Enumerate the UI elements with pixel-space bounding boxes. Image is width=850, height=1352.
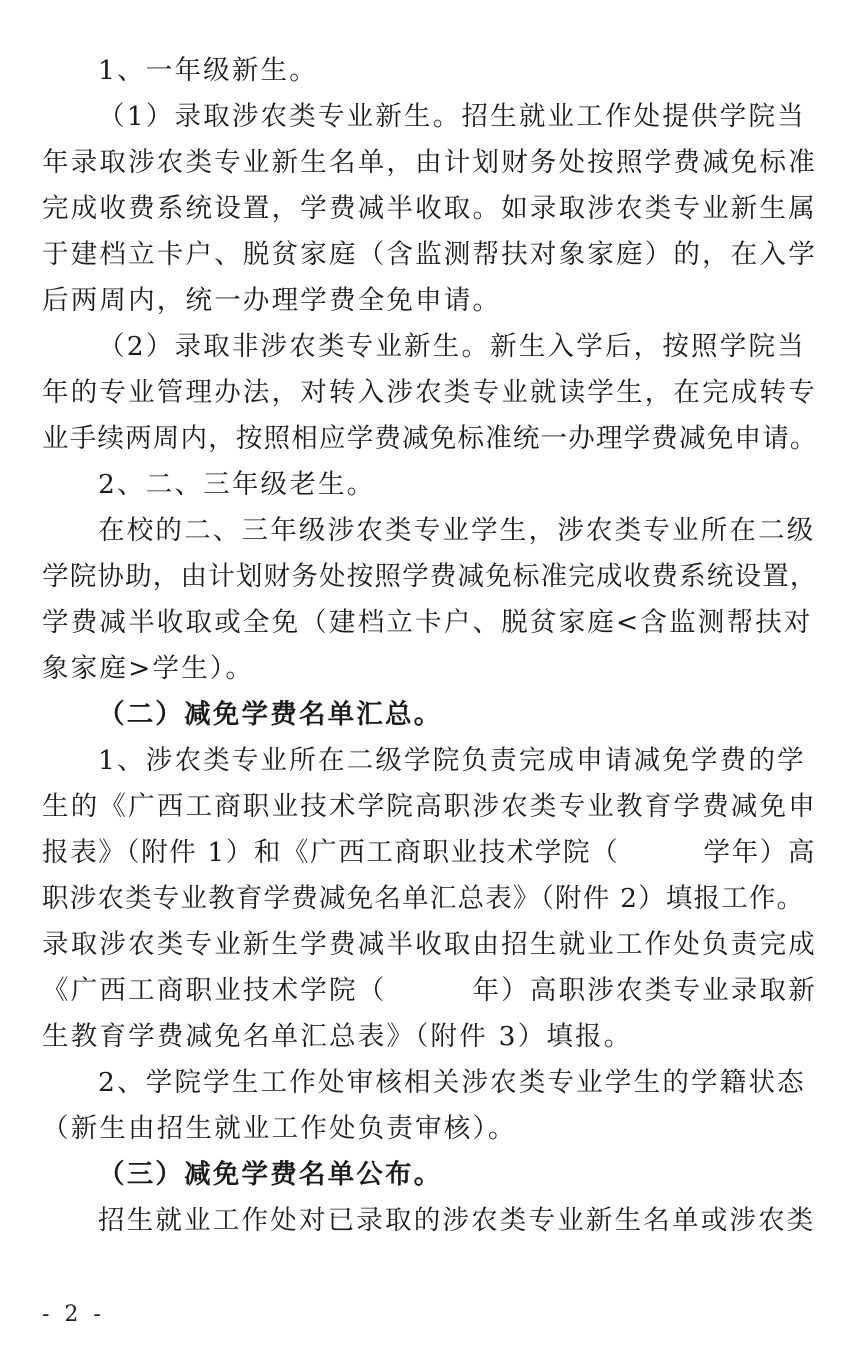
section-heading-freshmen: 1、一年级新生。	[98, 55, 318, 86]
page-number: - 2 -	[42, 1302, 105, 1327]
section-heading-publish: （三）减免学费名单公布。	[98, 1159, 443, 1190]
paragraph-line: （1）录取涉农类专业新生。招生就业工作处提供学院当	[98, 101, 806, 132]
paragraph-line: 后两周内，统一办理学费全免申请。	[42, 285, 502, 316]
paragraph-line: （新生由招生就业工作处负责审核）。	[42, 1113, 517, 1144]
paragraph-line: 2、学院学生工作处审核相关涉农类专业学生的学籍状态	[98, 1067, 806, 1098]
paragraph-line: 《广西工商职业技术学院（ 年）高职涉农类专业录取新	[42, 975, 817, 1006]
paragraph-line: 年录取涉农类专业新生名单，由计划财务处按照学费减免标准	[42, 147, 817, 178]
paragraph-line: 招生就业工作处对已录取的涉农类专业新生名单或涉农类	[98, 1205, 816, 1236]
paragraph-line: 学院协助，由计划财务处按照学费减免标准完成收费系统设置，	[42, 561, 818, 592]
paragraph-line: 学费减半收取或全免（建档立卡户、脱贫家庭<含监测帮扶对	[42, 607, 813, 638]
paragraph-line: 职涉农类专业教育学费减免名单汇总表》（附件 2）填报工作。	[42, 883, 805, 914]
paragraph-line: 年的专业管理办法，对转入涉农类专业就读学生，在完成转专	[42, 377, 817, 408]
paragraph-line: 录取涉农类专业新生学费减半收取由招生就业工作处负责完成	[42, 929, 817, 960]
paragraph-line: 生的《广西工商职业技术学院高职涉农类专业教育学费减免申	[42, 791, 817, 822]
paragraph-line: 完成收费系统设置，学费减半收取。如录取涉农类专业新生属	[42, 193, 817, 224]
paragraph-line: 业手续两周内，按照相应学费减免标准统一办理学费减免申请。	[42, 423, 818, 454]
paragraph-line: （2）录取非涉农类专业新生。新生入学后，按照学院当	[98, 331, 806, 362]
paragraph-line: 生教育学费减免名单汇总表》（附件 3）填报。	[42, 1021, 633, 1052]
section-heading-summary: （二）减免学费名单汇总。	[98, 699, 443, 730]
paragraph-line: 于建档立卡户、脱贫家庭（含监测帮扶对象家庭）的，在入学	[42, 239, 817, 270]
paragraph-line: 在校的二、三年级涉农类专业学生，涉农类专业所在二级	[98, 515, 816, 546]
paragraph-line: 象家庭>学生）。	[42, 653, 255, 684]
paragraph-line: 1、涉农类专业所在二级学院负责完成申请减免学费的学	[98, 745, 806, 776]
section-heading-seniors: 2、二、三年级老生。	[98, 469, 376, 500]
paragraph-line: 报表》（附件 1）和《广西工商职业技术学院（ 学年）高	[42, 837, 816, 868]
